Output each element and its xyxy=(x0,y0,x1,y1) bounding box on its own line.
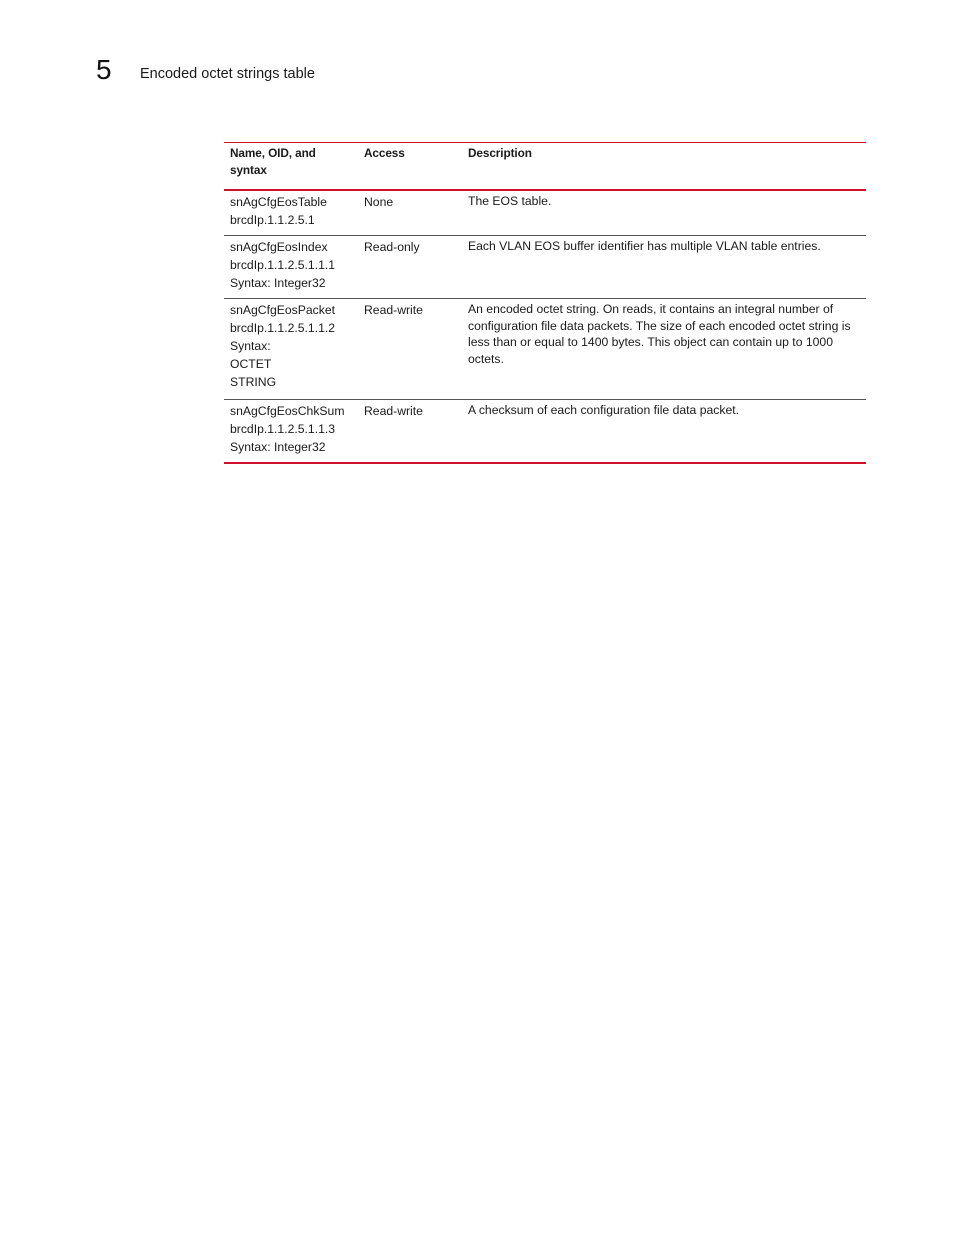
mib-table xyxy=(224,142,866,464)
object-oid: brcdIp.1.1.2.5.1.1.3 xyxy=(230,422,336,436)
cell-description: The EOS table. xyxy=(468,194,552,208)
object-oid: brcdIp.1.1.2.5.1.1.1 xyxy=(230,258,336,272)
cell-access: Read-only xyxy=(364,240,420,254)
chapter-title: Encoded octet strings table xyxy=(140,66,315,82)
cell-description: A checksum of each configuration file data packet. xyxy=(468,403,739,417)
table-row xyxy=(224,400,866,464)
column-header-description: Description xyxy=(468,146,532,160)
cell-description: Each VLAN EOS buffer identifier has multiple VLAN table entries. xyxy=(468,239,821,253)
cell-name xyxy=(224,299,358,400)
object-name: snAgCfgEosTable xyxy=(230,195,327,209)
column-header-access: Access xyxy=(364,146,405,160)
table-row xyxy=(224,236,866,299)
table-header-row xyxy=(224,143,866,191)
table-row xyxy=(224,190,866,236)
cell-description: An encoded octet string. On reads, it contains an integral number of configuration file data packets. The size of each encoded octet string is less than or equal to 1400 bytes. This object can contain up to 1000 octets. xyxy=(468,302,851,366)
object-syntax: Syntax: OCTET STRING xyxy=(230,339,277,389)
object-syntax: Syntax: Integer32 xyxy=(230,276,326,290)
object-oid: brcdIp.1.1.2.5.1 xyxy=(230,213,315,227)
cell-name xyxy=(224,236,358,299)
table-row xyxy=(224,299,866,400)
cell-access: Read-write xyxy=(364,404,423,418)
eos-table xyxy=(224,142,866,464)
cell-access: None xyxy=(364,195,394,209)
cell-name xyxy=(224,190,358,236)
object-name: snAgCfgEosChkSum xyxy=(230,404,345,418)
object-name: snAgCfgEosPacket xyxy=(230,303,336,317)
object-syntax: Syntax: Integer32 xyxy=(230,440,326,454)
column-header-name: Name, OID, and syntax xyxy=(230,146,316,177)
object-name: snAgCfgEosIndex xyxy=(230,240,328,254)
cell-access: Read-write xyxy=(364,303,423,317)
cell-name xyxy=(224,400,358,464)
object-oid: brcdIp.1.1.2.5.1.1.2 xyxy=(230,321,336,335)
chapter-number: 5 xyxy=(96,54,112,85)
